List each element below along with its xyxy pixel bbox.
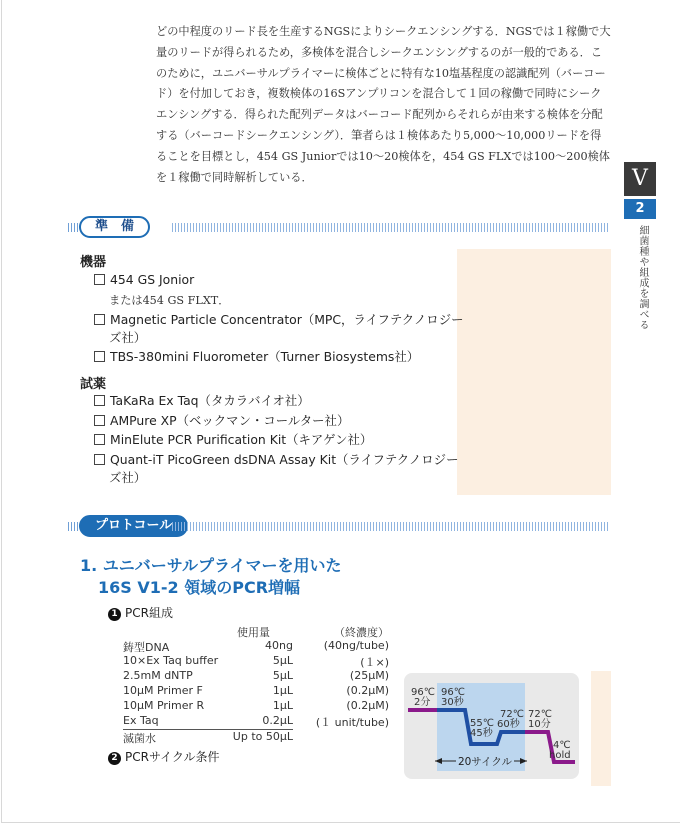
step-temp: 72℃ xyxy=(528,709,552,720)
intro-line: エンシングする．得られた配列データはバーコード配列からそれらが由来する検体を分配 xyxy=(156,108,603,122)
reagent-item: MinElute PCR Purification Kit（キアゲン社） xyxy=(94,431,372,449)
step-title-line2: 16S V1-2 領域のPCR増幅 xyxy=(98,578,301,597)
checkbox-icon xyxy=(94,351,105,362)
header-rule xyxy=(172,223,610,232)
step-time: 60秒 xyxy=(497,719,520,730)
pcr-cycle-heading: 2 PCRサイクル条件 xyxy=(108,748,220,765)
checkbox-icon xyxy=(94,415,105,426)
protocol-header-label: プロトコール xyxy=(79,515,188,537)
step-title-line1: 1. ユニバーサルプライマーを用いた xyxy=(80,556,342,575)
chapter-tab: V xyxy=(624,162,656,196)
step-temp: 4℃ xyxy=(553,740,571,751)
intro-paragraph xyxy=(156,22,618,188)
step-time: 30秒 xyxy=(441,697,464,708)
reagent-item: AMPure XP（ベックマン・コールター社） xyxy=(94,412,349,430)
cycles-label: 20サイクル xyxy=(457,756,513,768)
section-tab: 2 xyxy=(624,199,656,219)
checkbox-icon xyxy=(94,395,105,406)
equipment-item: 454 GS Jonior xyxy=(94,271,194,289)
equipment-item: TBS-380mini Fluorometer（Turner Biosystems社） xyxy=(94,348,419,366)
circled-number-icon: 2 xyxy=(108,752,121,765)
col-header-final: （終濃度） xyxy=(334,626,389,639)
intro-line: ることを目標とし，454 GS Juniorでは10～20検体を，454 GS FLXでは100～200検体 xyxy=(156,149,610,163)
intro-line: ド）を付加しておき，複数検体の16Sアンプリコンを混合して１回の稼働で同時にシーク xyxy=(156,87,602,101)
intro-line: どの中程度のリード長を生産するNGSによりシークエンシングする．NGSでは１稼働で大 xyxy=(156,25,611,38)
header-rule xyxy=(172,522,610,531)
intro-line: 量のリードが得られるため，多検体を混合しシークエンシングするのが一般的である．こ xyxy=(156,45,603,59)
checkbox-icon xyxy=(94,274,105,285)
checkbox-icon xyxy=(94,434,105,445)
reagent-item: Quant-iT PicoGreen dsDNA Assay Kit（ライフテクノロジー ズ社） xyxy=(94,451,458,487)
section-title-vertical: 細菌種や組成を調べる xyxy=(637,225,648,330)
step-temp: 96℃ xyxy=(411,687,435,698)
step-temp: 55℃ xyxy=(470,718,494,729)
prep-header xyxy=(79,217,150,237)
pcr-cycle-diagram xyxy=(404,673,581,781)
intro-line: を１稼働で同時解析している． xyxy=(156,170,313,184)
equipment-title: 機器 xyxy=(80,255,107,270)
step-time: 45秒 xyxy=(470,728,493,739)
equipment-note: または454 GS FLXT． xyxy=(109,294,230,307)
intro-line: のために，ユニバーサルプライマーに検体ごとに特有な10塩基程度の認識配列（バーコー xyxy=(156,66,606,80)
step-time: hold xyxy=(549,750,571,761)
equipment-item: Magnetic Particle Concentrator（MPC，ライフテクノロジー ズ社） xyxy=(94,311,463,347)
step-temp: 72℃ xyxy=(500,709,524,720)
circled-number-icon: 1 xyxy=(108,608,121,621)
intro-line: する（バーコードシークエンシング）．筆者らは１検体あたり5,000～10,000リードを得 xyxy=(156,128,602,142)
reagent-item: TaKaRa Ex Taq（タカラバイオ社） xyxy=(94,392,310,410)
table-rule xyxy=(123,729,293,730)
prep-header-label: 準 備 xyxy=(79,216,150,238)
step-temp: 96℃ xyxy=(441,687,465,698)
checkbox-icon xyxy=(94,314,105,325)
notes-area xyxy=(591,671,611,786)
reagents-title: 試薬 xyxy=(80,377,107,392)
notes-area xyxy=(457,249,611,495)
checkbox-icon xyxy=(94,454,105,465)
step-time: 10分 xyxy=(528,719,551,730)
col-header-amount: 使用量 xyxy=(237,626,270,639)
pcr-composition-heading: 1 PCR組成 xyxy=(108,604,173,621)
step-time: 2分 xyxy=(414,697,431,708)
